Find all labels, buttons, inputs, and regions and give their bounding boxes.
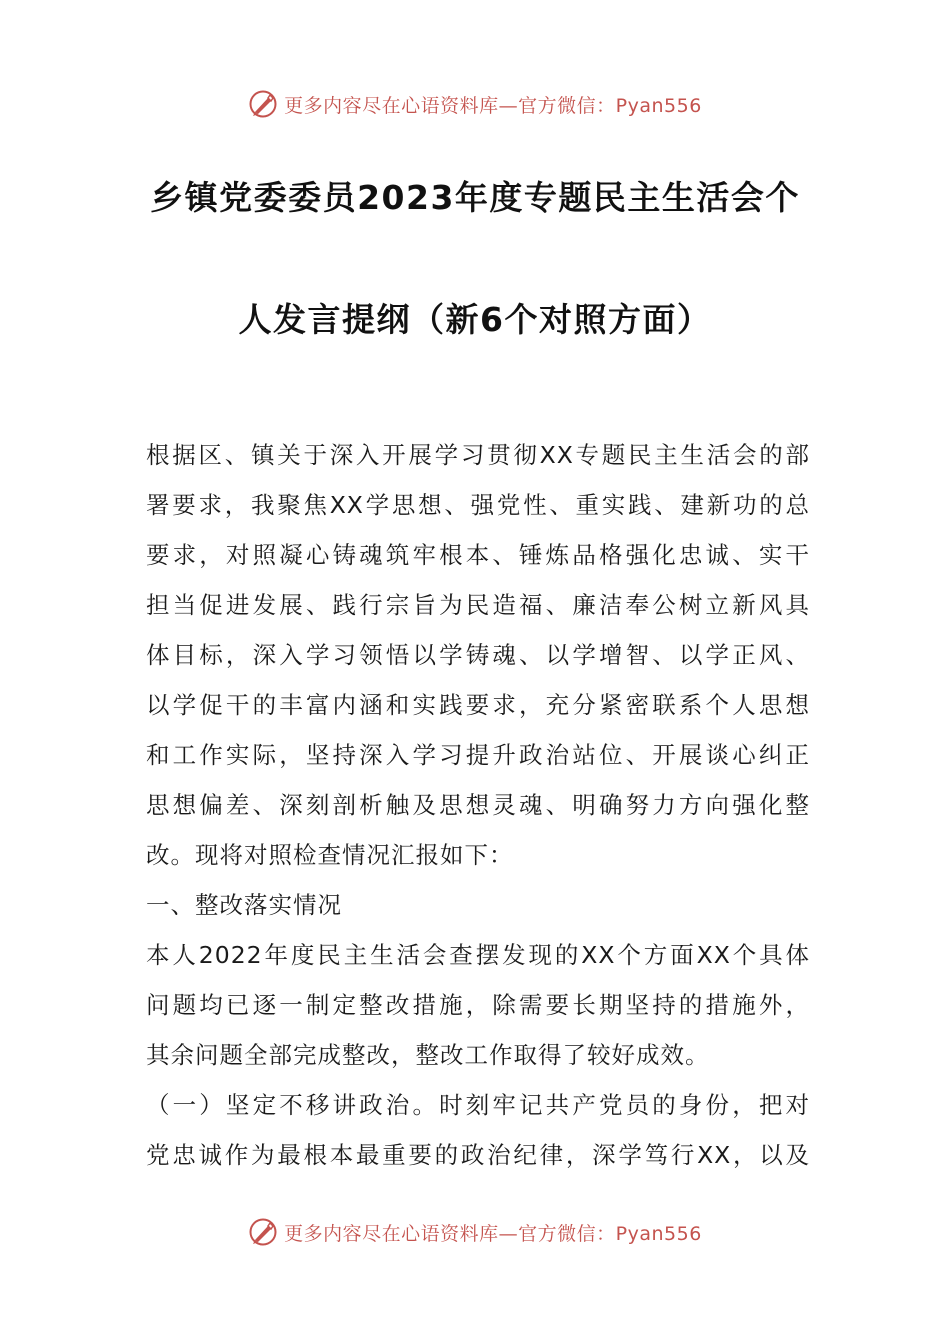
section-heading: 一、整改落实情况 xyxy=(146,891,342,919)
body-line: 体目标，深入学习领悟以学铸魂、以学增智、以学正风、 xyxy=(146,641,810,669)
body-line: 党忠诚作为最根本最重要的政治纪律，深学笃行XX，以及 xyxy=(146,1141,810,1169)
body-line: 其余问题全部完成整改，整改工作取得了较好成效。 xyxy=(146,1041,710,1069)
body-line: 思想偏差、深刻剖析触及思想灵魂、明确努力方向强化整 xyxy=(146,791,810,819)
watermark-text: 更多内容尽在心语资料库—官方微信：Pyan556 xyxy=(284,1222,702,1245)
body-line: 以学促干的丰富内涵和实践要求，充分紧密联系个人思想 xyxy=(146,691,810,719)
watermark-wechat-id: Pyan556 xyxy=(615,1222,702,1245)
pen-logo-icon xyxy=(248,89,278,119)
body-line: 担当促进发展、践行宗旨为民造福、廉洁奉公树立新风具 xyxy=(146,591,810,619)
watermark-footer xyxy=(0,1212,950,1252)
watermark-wechat-id: Pyan556 xyxy=(615,94,702,117)
pen-logo-icon xyxy=(248,1217,278,1247)
body-line: 根据区、镇关于深入开展学习贯彻XX专题民主生活会的部 xyxy=(146,441,810,469)
document-title-line-1: 乡镇党委委员2023年度专题民主生活会个 xyxy=(150,178,800,217)
subsection-line: （一）坚定不移讲政治。时刻牢记共产党员的身份，把对 xyxy=(146,1091,810,1119)
watermark-text: 更多内容尽在心语资料库—官方微信：Pyan556 xyxy=(284,94,702,117)
document-body xyxy=(146,430,810,1180)
body-line: 和工作实际，坚持深入学习提升政治站位、开展谈心纠正 xyxy=(146,741,810,769)
body-line: 本人2022年度民主生活会查摆发现的XX个方面XX个具体 xyxy=(146,941,810,969)
body-line: 问题均已逐一制定整改措施，除需要长期坚持的措施外， xyxy=(146,991,810,1019)
body-line: 改。现将对照检查情况汇报如下： xyxy=(146,841,514,869)
document-title-line-2: 人发言提纲（新6个对照方面） xyxy=(238,300,712,339)
body-line: 要求，对照凝心铸魂筑牢根本、锤炼品格强化忠诚、实干 xyxy=(146,541,810,569)
watermark-header xyxy=(0,84,950,124)
body-line: 署要求，我聚焦XX学思想、强党性、重实践、建新功的总 xyxy=(146,491,810,519)
